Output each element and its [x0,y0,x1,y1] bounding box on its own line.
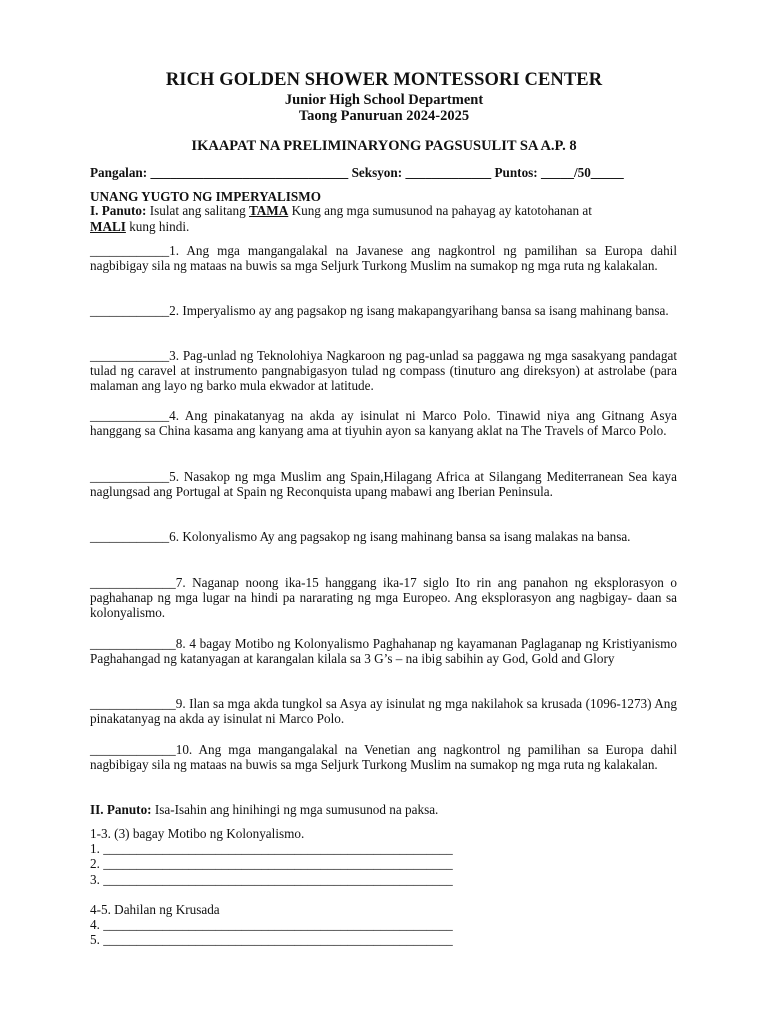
part2-instructions [90,802,438,818]
question-item: _____________9. Ilan sa mga akda tungkol sa Asya ay isinulat ng mga nakilahok sa krusada (1096-1273) Ang pinakatanyag na akda ay isinulat ni Marco Polo. [90,696,677,727]
group-heading: 4-5. Dahilan ng Krusada [90,902,220,917]
true-keyword: TAMA [248,203,289,218]
score-label: Puntos: [494,165,538,180]
false-keyword: MALI [90,219,126,234]
name-label: Pangalan: [90,165,148,180]
group-heading: 1-3. (3) bagay Motibo ng Kolonyalismo. [90,826,305,841]
answer-line: 2. _____________________________________________________ [90,856,453,872]
student-info-line [90,165,624,181]
score-blank: _____/50_____ [540,165,624,180]
part1-label: I. Panuto: [90,203,147,218]
answer-line: 1. _____________________________________________________ [90,841,453,857]
section-label: Seksyon: [351,165,403,180]
name-blank: ______________________________ [150,165,349,180]
school-year: Taong Panuruan 2024-2025 [298,108,470,124]
school-name: RICH GOLDEN SHOWER MONTESSORI CENTER [165,70,603,90]
section-title: UNANG YUGTO NG IMPERYALISMO [90,189,321,204]
part2-label: II. Panuto: [90,802,152,817]
question-item: _____________8. 4 bagay Motibo ng Kolonyalismo Paghahanap ng kayamanan Paglaganap ng Kristiyanismo Paghahangad ng katanyagan at karangalan kilala sa 3 G’s – na ibig sabihin ay God, Gold and Glory [90,636,677,667]
question-item: ____________3. Pag-unlad ng Teknolohiya Nagkaroon ng pag-unlad sa paggawa ng mga sasakyang pandagat tulad ng caravel at instrumento pangnabigasyon tulad ng compass (tinuturo ang direksyon) at astrolabe (para malaman ang layo ng barko mula ekwador at latitude. [90,348,677,394]
question-item: _____________7. Naganap noong ika-15 hanggang ika-17 siglo Ito rin ang panahon ng eksplorasyon o paghahanap ng mga lugar na hindi pa nararating ng mga Europeo. Ang eksplorasyon ang nagbigay- daan sa kolonyalismo. [90,575,677,621]
question-item: ____________5. Nasakop ng mga Muslim ang Spain,Hilagang Africa at Silangang Mediterranean Sea kaya naglungsad ang Portugal at Spain ng Reconquista upang mabawi ang Iberian Peninsula. [90,469,677,500]
answer-line: 4. _____________________________________________________ [90,917,453,933]
instruction-text: kung hindi. [129,219,190,234]
answer-line: 3. _____________________________________________________ [90,871,453,887]
answer-group-1 [90,826,453,887]
question-item: ____________2. Imperyalismo ay ang pagsakop ng isang makapangyarihang bansa sa isang mahinang bansa. [90,303,669,318]
instruction-text: Kung ang mga sumusunod na pahayag ay katotohanan at [291,203,592,218]
answer-group-2 [90,902,453,948]
section-blank: _____________ [405,165,492,180]
question-item: ____________1. Ang mga mangangalakal na Javanese ang nagkontrol ng pamilihan sa Europa dahil nagbibigay sila ng mataas na buwis sa mga Seljurk Turkong Muslim na sumakop ng mga ruta ng kalakalan. [90,243,677,274]
instruction-text: Isa-Isahin ang hinihingi ng mga sumusunod na paksa. [154,802,439,817]
instruction-text: Isulat ang salitang [149,203,246,218]
answer-line: 5. _____________________________________________________ [90,932,453,948]
question-item: _____________10. Ang mga mangangalakal na Venetian ang nagkontrol ng pamilihan sa Europa dahil nagbibigay sila ng mataas na buwis sa mga Seljurk Turkong Muslim na sumakop ng mga ruta ng kalakalan. [90,742,677,773]
exam-title: IKAAPAT NA PRELIMINARYONG PAGSUSULIT SA A.P. 8 [191,138,577,154]
part1-instructions [90,203,680,235]
question-item: ____________4. Ang pinakatanyag na akda ay isinulat ni Marco Polo. Tinawid niya ang Gitnang Asya hanggang sa China kasama ang kanyang ama at tiyuhin ayon sa kanyang aklat na The Travels of Marco Polo. [90,408,677,439]
department-name: Junior High School Department [284,92,484,108]
question-item: ____________6. Kolonyalismo Ay ang pagsakop ng isang mahinang bansa sa isang malakas na bansa. [90,529,631,544]
